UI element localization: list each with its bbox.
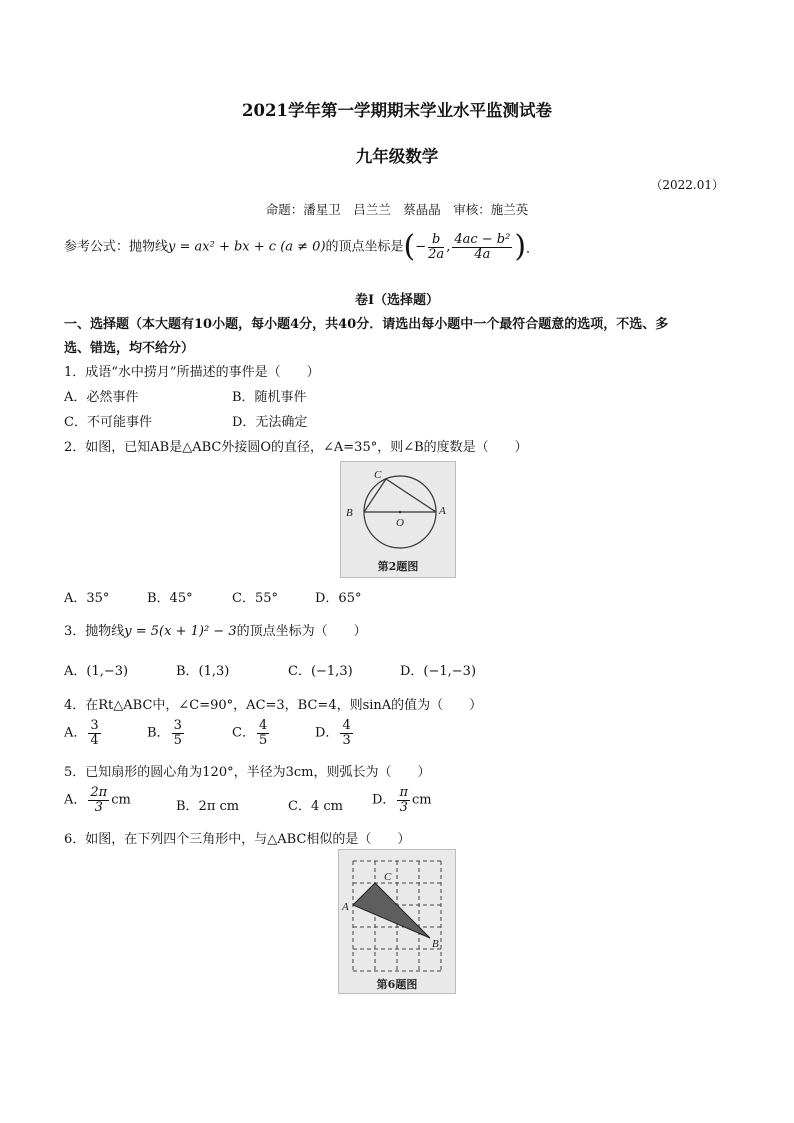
formula-expression: y = ax² + bx + c (a ≠ 0) [168, 239, 326, 255]
q6-label-c: C [384, 871, 392, 883]
question-3-option-a[interactable]: A．(1,−3) [64, 664, 129, 679]
q6-label-a: A [342, 901, 349, 913]
question-1-option-c[interactable]: C．不可能事件 [64, 415, 152, 430]
question-5-option-d[interactable]: D． $\frac{\pi}{3}$ cm [372, 785, 432, 815]
question-5-option-c[interactable]: C．4 cm [288, 799, 343, 814]
question-6-figure [338, 849, 456, 994]
question-6-stem: 6．如图，在下列四个三角形中，与△ABC相似的是（ ） [64, 832, 411, 847]
q6-label-b: B [432, 938, 439, 950]
question-3-expression: y = 5(x + 1)² − 3 [124, 624, 237, 639]
formula-mid: 的顶点坐标是 [325, 239, 404, 255]
question-2-figure-caption: 第2题图 [377, 560, 419, 573]
question-2-option-a[interactable]: A．35° [64, 591, 110, 606]
question-4-option-a[interactable]: A． $\frac{3}{4}$ [64, 718, 99, 748]
q2-label-b: B [346, 507, 353, 519]
formula-prefix: 参考公式：抛物线 [64, 239, 169, 255]
question-5-option-b[interactable]: B．2π cm [176, 799, 240, 814]
question-1-option-b[interactable]: B．随机事件 [232, 390, 307, 405]
question-5-option-a[interactable]: A． $\frac{2\pi}{3}$ cm [64, 785, 131, 815]
vertex-y-numerator: 4ac − b² [454, 231, 511, 247]
exam-date: （2022.01） [650, 178, 724, 192]
question-4-option-b[interactable]: B． $\frac{3}{5}$ [147, 718, 182, 748]
q2-label-o: O [396, 517, 404, 529]
exam-title: 2021学年第一学期期末学业水平监测试卷 [242, 101, 552, 120]
section-heading-line2: 选、错选，均不给分） [64, 341, 195, 356]
question-3-option-c[interactable]: C．(−1,3) [288, 664, 353, 679]
question-4-stem: 4．在Rt△ABC中，∠C=90°，AC=3，BC=4，则sinA的值为（ ） [64, 698, 483, 713]
question-3-stem [64, 620, 367, 639]
question-3-option-d[interactable]: D．(−1,−3) [400, 664, 477, 679]
question-2-option-c[interactable]: C．55° [232, 591, 278, 606]
question-1-option-a[interactable]: A．必然事件 [64, 390, 139, 405]
exam-subtitle: 九年级数学 [355, 147, 439, 166]
vertex-y-denominator: 4a [474, 246, 491, 262]
exam-authors: 命题：潘星卫 吕兰兰 蔡晶晶 审核：施兰英 [265, 202, 529, 217]
question-1-option-d[interactable]: D．无法确定 [232, 415, 308, 430]
question-2-option-b[interactable]: B．45° [147, 591, 193, 606]
q2-label-c: C [374, 469, 382, 481]
reference-formula: 参考公式：抛物线y = ax² + bx + c (a ≠ 0)的顶点坐标是(− $\frac{b}{2a}$ , $\frac{\text{4ac − b²}}{4a}$ )． [64, 229, 540, 264]
question-1-stem: 1．成语“水中捞月”所描述的事件是（ ） [64, 365, 320, 380]
q2-label-a: A [439, 505, 446, 517]
volume-heading: 卷Ⅰ（选择题） [354, 293, 440, 308]
question-3-option-b[interactable]: B．(1,3) [176, 664, 230, 679]
question-3-stem-pre: 3．抛物线 [64, 624, 125, 639]
vertex-x-numerator: b [428, 233, 444, 248]
question-4-option-d[interactable]: D． $\frac{4}{3}$ [315, 718, 351, 748]
question-4-option-c[interactable]: C． $\frac{4}{5}$ [232, 718, 268, 748]
vertex-x-denominator: 2a [428, 246, 445, 262]
question-2-option-d[interactable]: D．65° [315, 591, 362, 606]
question-5-stem: 5．已知扇形的圆心角为120°，半径为3cm，则弧长为（ ） [64, 765, 431, 780]
question-6-figure-caption: 第6题图 [376, 978, 418, 991]
question-2-figure [340, 461, 456, 578]
section-heading-line1: 一、选择题（本大题有10小题，每小题4分，共40分．请选出每小题中一个最符合题意的选项，不选、多 [64, 317, 669, 332]
question-2-stem: 2．如图，已知AB是△ABC外接圆O的直径，∠A=35°，则∠B的度数是（ ） [64, 440, 528, 455]
question-3-stem-post: 的顶点坐标为（ ） [236, 624, 367, 639]
